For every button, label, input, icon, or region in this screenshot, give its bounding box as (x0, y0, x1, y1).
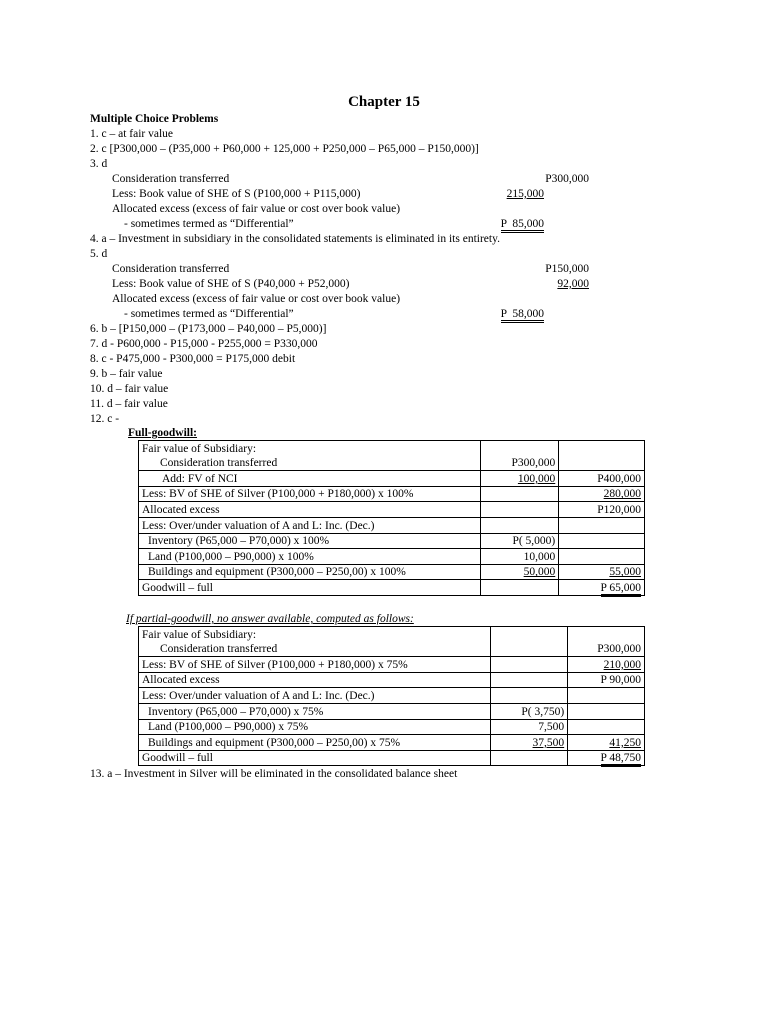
row-label: Goodwill – full (139, 580, 481, 596)
table-row: Consideration transferred P300,000 (139, 642, 645, 657)
q3-label-1: Consideration transferred (112, 173, 230, 185)
table-row (139, 517, 645, 533)
row-label: Land (P100,000 – P90,000) x 75% (139, 719, 491, 735)
table-row: Less: BV of SHE of Silver (P100,000 + P180,000) x 100% 280,000 (139, 486, 645, 502)
q3-label-4: - sometimes termed as “Differential” (124, 218, 294, 230)
row-label: Fair value of Subsidiary: (139, 627, 491, 642)
row-label: Goodwill – full (139, 750, 491, 766)
table-row: Inventory (P65,000 – P70,000) x 100% P( 5,000) (139, 533, 645, 549)
goodwill-full-total: P 65,000 (601, 582, 641, 597)
answer-7: 7. d - P600,000 - P15,000 - P255,000 = P330,000 (90, 338, 318, 350)
table-row (139, 441, 645, 456)
table-row: Add: FV of NCI 100,000 P400,000 (139, 471, 645, 487)
table-row (139, 750, 645, 766)
q5-differential: P 58,000 (501, 308, 544, 323)
goodwill-partial-total: P 48,750 (601, 752, 641, 767)
chapter-title: Chapter 15 (348, 94, 420, 110)
answer-1: 1. c – at fair value (90, 128, 174, 140)
row-label: Fair value of Subsidiary: (139, 441, 481, 456)
table-row: Less: BV of SHE of Silver (P100,000 + P180,000) x 75% 210,000 (139, 657, 645, 673)
answer-13: 13. a – Investment in Silver will be eliminated in the consolidated balance sheet (90, 768, 458, 780)
table-row (139, 688, 645, 704)
q5-label-4: - sometimes termed as “Differential” (124, 308, 294, 320)
row-label: Less: Over/under valuation of A and L: Inc. (Dec.) (139, 517, 481, 533)
q5-label-1: Consideration transferred (112, 263, 230, 275)
table-row (139, 580, 645, 596)
answer-9: 9. b – fair value (90, 368, 163, 380)
answer-8: 8. c - P475,000 - P300,000 = P175,000 debit (90, 353, 296, 365)
row-label: Allocated excess (139, 672, 491, 688)
table-row: Land (P100,000 – P90,000) x 100% 10,000 (139, 549, 645, 565)
table-row (139, 627, 645, 642)
section-heading: Multiple Choice Problems (90, 113, 219, 125)
q5-label-3: Allocated excess (excess of fair value or cost over book value) (112, 293, 401, 305)
answer-4: 4. a – Investment in subsidiary in the consolidated statements is eliminated in its entirety. (90, 233, 500, 245)
row-label: Add: FV of NCI (139, 471, 481, 487)
full-goodwill-table (138, 440, 645, 596)
answer-6: 6. b – [P150,000 – (P173,000 – P40,000 – P5,000)] (90, 323, 327, 335)
partial-goodwill-table (138, 626, 645, 766)
q5-amount-2: 92,000 (557, 278, 589, 290)
row-label: Buildings and equipment (P300,000 – P250,00) x 100% (139, 564, 481, 580)
row-label: Inventory (P65,000 – P70,000) x 100% (139, 533, 481, 549)
table-row: Allocated excess P 90,000 (139, 672, 645, 688)
answer-3: 3. d (90, 158, 108, 170)
answer-12: 12. c - (90, 413, 120, 425)
partial-goodwill-heading: If partial-goodwill, no answer available, computed as follows: (126, 613, 414, 625)
answer-2: 2. c [P300,000 – (P35,000 + P60,000 + 125,000 + P250,000 – P65,000 – P150,000)] (90, 143, 479, 155)
q5-amount-1: P150,000 (545, 263, 589, 275)
table-row: Inventory (P65,000 – P70,000) x 75% P( 3,750) (139, 703, 645, 719)
table-row: Buildings and equipment (P300,000 – P250,00) x 100% 50,000 55,000 (139, 564, 645, 580)
q3-amount-2: 215,000 (506, 188, 544, 200)
q3-label-2: Less: Book value of SHE of S (P100,000 + P115,000) (112, 188, 361, 200)
row-label: Buildings and equipment (P300,000 – P250,00) x 75% (139, 735, 491, 751)
row-label: Land (P100,000 – P90,000) x 100% (139, 549, 481, 565)
row-label: Inventory (P65,000 – P70,000) x 75% (139, 703, 491, 719)
q3-differential: P 85,000 (501, 218, 544, 233)
q3-amount-1: P300,000 (545, 173, 589, 185)
row-label: Less: BV of SHE of Silver (P100,000 + P180,000) x 100% (139, 486, 481, 502)
full-goodwill-heading: Full-goodwill: (128, 427, 198, 439)
row-label: Consideration transferred (139, 642, 491, 657)
table-row: Buildings and equipment (P300,000 – P250,00) x 75% 37,500 41,250 (139, 735, 645, 751)
q5-label-2: Less: Book value of SHE of S (P40,000 + P52,000) (112, 278, 350, 290)
answer-10: 10. d – fair value (90, 383, 169, 395)
row-label: Allocated excess (139, 502, 481, 518)
table-row: Consideration transferred P300,000 (139, 456, 645, 471)
q3-label-3: Allocated excess (excess of fair value or cost over book value) (112, 203, 401, 215)
row-label: Consideration transferred (139, 456, 481, 471)
row-label: Less: Over/under valuation of A and L: Inc. (Dec.) (139, 688, 491, 704)
answer-5: 5. d (90, 248, 108, 260)
answer-11: 11. d – fair value (90, 398, 168, 410)
table-row: Allocated excess P120,000 (139, 502, 645, 518)
table-row: Land (P100,000 – P90,000) x 75% 7,500 (139, 719, 645, 735)
row-label: Less: BV of SHE of Silver (P100,000 + P180,000) x 75% (139, 657, 491, 673)
